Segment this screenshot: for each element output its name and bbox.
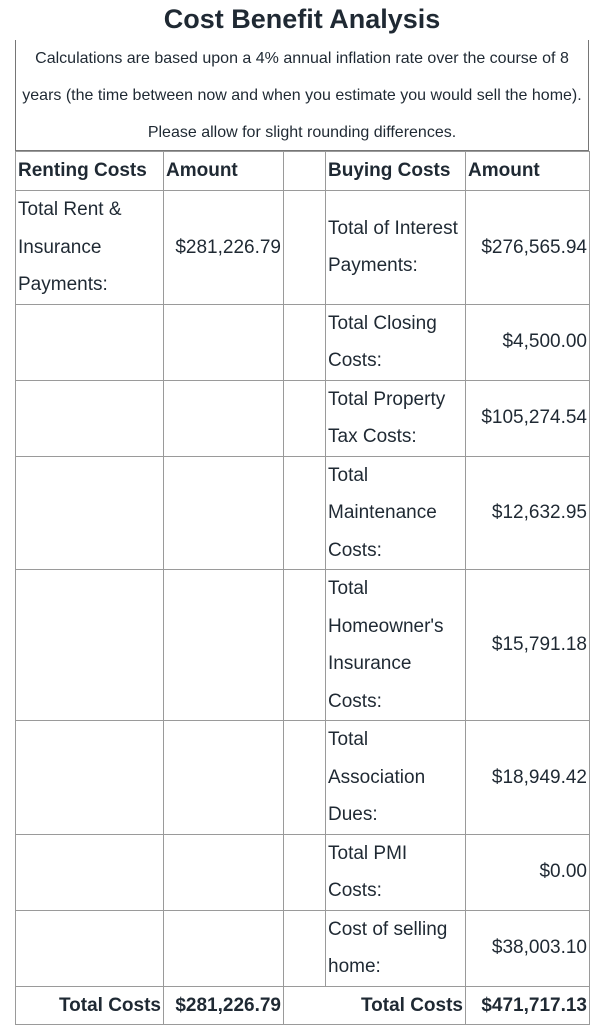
empty-cell	[164, 304, 284, 380]
property-tax-amount: $105,274.54	[466, 380, 590, 456]
selling-cost-label: Cost of selling home:	[326, 910, 466, 986]
spacer-cell	[284, 380, 326, 456]
empty-cell	[16, 910, 164, 986]
empty-cell	[16, 380, 164, 456]
table-row	[16, 570, 590, 721]
empty-cell	[16, 834, 164, 910]
table-row	[16, 910, 590, 986]
empty-cell	[16, 304, 164, 380]
empty-cell	[164, 380, 284, 456]
totals-row	[16, 986, 590, 1025]
spacer-cell	[284, 910, 326, 986]
rent-insurance-amount: $281,226.79	[164, 191, 284, 305]
empty-cell	[16, 721, 164, 835]
spacer-cell	[284, 152, 326, 191]
page-title: Cost Benefit Analysis	[163, 4, 441, 34]
closing-costs-label: Total Closing Costs:	[326, 304, 466, 380]
table-row	[16, 191, 590, 305]
table-header-row	[16, 152, 590, 191]
maintenance-label: Total Maintenance Costs:	[326, 456, 466, 570]
spacer-cell	[284, 304, 326, 380]
empty-cell	[164, 834, 284, 910]
rent-insurance-label: Total Rent & Insurance Payments:	[16, 191, 164, 305]
spacer-cell	[284, 570, 326, 721]
empty-cell	[164, 570, 284, 721]
selling-cost-amount: $38,003.10	[466, 910, 590, 986]
pmi-amount: $0.00	[466, 834, 590, 910]
association-dues-amount: $18,949.42	[466, 721, 590, 835]
calculation-note: Calculations are based upon a 4% annual inflation rate over the course of 8 years (the time between now and when you estimate you would sell the home). Please allow for slight rounding differences.	[16, 40, 588, 151]
empty-cell	[164, 721, 284, 835]
empty-cell	[164, 456, 284, 570]
closing-costs-amount: $4,500.00	[466, 304, 590, 380]
table-row	[16, 380, 590, 456]
homeowners-insurance-label: Total Homeowner's Insurance Costs:	[326, 570, 466, 721]
renting-total-label: Total Costs	[16, 986, 164, 1025]
interest-payments-label: Total of Interest Payments:	[326, 191, 466, 305]
empty-cell	[16, 570, 164, 721]
table-row	[16, 834, 590, 910]
renting-costs-header: Renting Costs	[16, 152, 164, 191]
renting-amount-header: Amount	[164, 152, 284, 191]
pmi-label: Total PMI Costs:	[326, 834, 466, 910]
spacer-cell	[284, 834, 326, 910]
empty-cell	[164, 910, 284, 986]
buying-total-label: Total Costs	[284, 986, 466, 1025]
buying-costs-header: Buying Costs	[326, 152, 466, 191]
maintenance-amount: $12,632.95	[466, 456, 590, 570]
homeowners-insurance-amount: $15,791.18	[466, 570, 590, 721]
buying-amount-header: Amount	[466, 152, 590, 191]
analysis-frame	[15, 40, 589, 151]
spacer-cell	[284, 191, 326, 305]
table-row	[16, 721, 590, 835]
table-row	[16, 304, 590, 380]
interest-payments-amount: $276,565.94	[466, 191, 590, 305]
association-dues-label: Total Association Dues:	[326, 721, 466, 835]
spacer-cell	[284, 456, 326, 570]
buying-total-amount: $471,717.13	[466, 986, 590, 1025]
spacer-cell	[284, 721, 326, 835]
empty-cell	[16, 456, 164, 570]
renting-total-amount: $281,226.79	[164, 986, 284, 1025]
property-tax-label: Total Property Tax Costs:	[326, 380, 466, 456]
table-row	[16, 456, 590, 570]
cost-table	[15, 151, 590, 1025]
